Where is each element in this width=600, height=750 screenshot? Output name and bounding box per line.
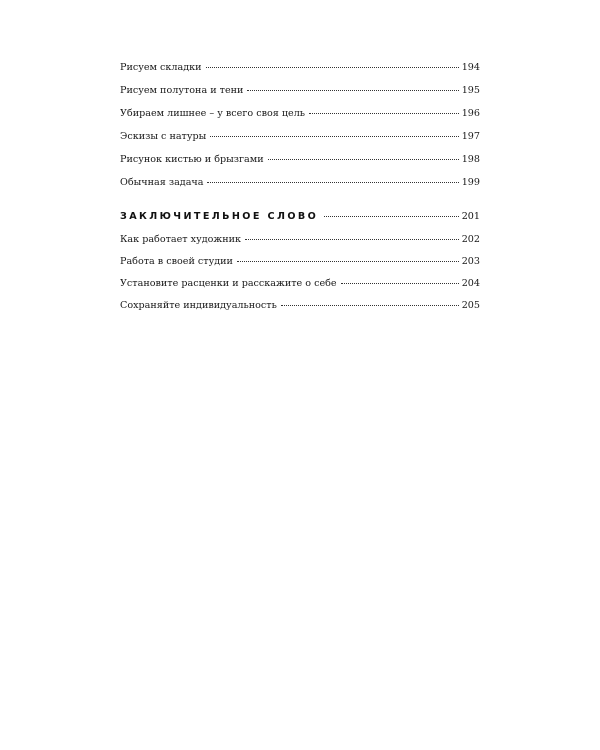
toc-entry-page: 202 xyxy=(461,234,480,245)
toc-entry-title: Рисуем полутона и тени xyxy=(120,85,244,96)
toc-leader-dots xyxy=(245,239,459,240)
toc-leader-dots xyxy=(341,283,459,284)
toc-leader-dots xyxy=(207,182,458,183)
toc-entry-page: 205 xyxy=(461,300,480,311)
toc-entry xyxy=(120,153,480,167)
toc-leader-dots xyxy=(268,159,459,160)
toc-entry xyxy=(120,176,480,190)
toc-entry-title: Рисунок кистью и брызгами xyxy=(120,154,264,165)
toc-entry-title: Установите расценки и расскажите о себе xyxy=(120,278,337,289)
toc-entry-page: 198 xyxy=(461,154,480,165)
toc-leader-dots xyxy=(309,113,459,114)
toc-entry-page: 196 xyxy=(461,108,480,119)
toc-entry xyxy=(120,233,480,247)
toc-entry-page: 199 xyxy=(461,177,480,188)
toc-leader-dots xyxy=(237,261,459,262)
toc-entry xyxy=(120,61,480,75)
toc-entry xyxy=(120,130,480,144)
toc-heading-page: 201 xyxy=(461,211,480,222)
toc-section-heading xyxy=(120,210,480,224)
toc-entry-title: Рисуем складки xyxy=(120,62,202,73)
toc-entry-title: Как работает художник xyxy=(120,234,242,245)
toc-entry-page: 197 xyxy=(461,131,480,142)
toc-leader-dots xyxy=(324,216,459,217)
toc-leader-dots xyxy=(206,67,459,68)
toc-entry-page: 204 xyxy=(461,278,480,289)
toc-entry xyxy=(120,255,480,269)
toc-entry-title: Сохраняйте индивидуальность xyxy=(120,300,277,311)
toc-leader-dots xyxy=(281,305,459,306)
toc-entry-page: 194 xyxy=(461,62,480,73)
toc-leader-dots xyxy=(247,90,458,91)
toc-leader-dots xyxy=(210,136,458,137)
toc-entry xyxy=(120,277,480,291)
toc-entry xyxy=(120,84,480,98)
toc-entry-page: 203 xyxy=(461,256,480,267)
toc-entry-title: Работа в своей студии xyxy=(120,256,233,267)
toc-heading-title: ЗАКЛЮЧИТЕЛЬНОЕ СЛОВО xyxy=(120,211,319,222)
toc-entry-title: Эскизы с натуры xyxy=(120,131,207,142)
toc-entry xyxy=(120,107,480,121)
toc-entry xyxy=(120,299,480,313)
toc-entry-title: Обычная задача xyxy=(120,177,204,188)
toc-entry-title: Убираем лишнее – у всего своя цель xyxy=(120,108,306,119)
toc-entry-page: 195 xyxy=(461,85,480,96)
